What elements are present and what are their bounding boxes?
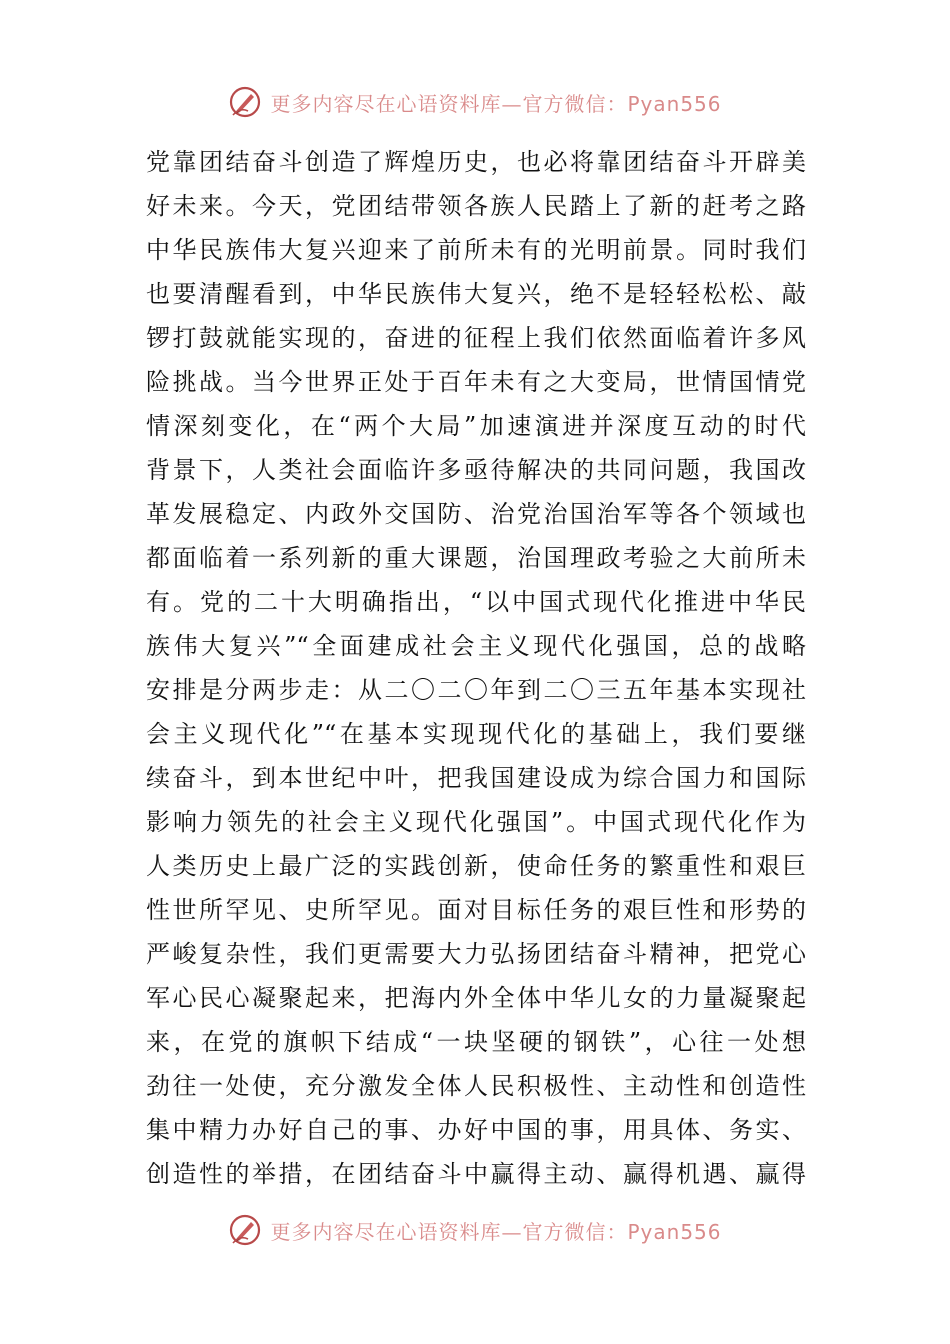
text-line: 族伟大复兴”“全面建成社会主义现代化强国，总的战略 — [146, 632, 806, 660]
text-line: 严峻复杂性，我们更需要大力弘扬团结奋斗精神，把党心 — [146, 940, 806, 968]
text-line: 军心民心凝聚起来，把海内外全体中华儿女的力量凝聚起 — [146, 984, 806, 1012]
text-line: 集中精力办好自己的事、办好中国的事，用具体、务实、 — [146, 1116, 806, 1144]
footer-watermark — [0, 1208, 950, 1252]
text-line: 安排是分两步走：从二〇二〇年到二〇三五年基本实现社 — [146, 676, 806, 704]
text-line: 背景下，人类社会面临许多亟待解决的共同问题，我国改 — [146, 456, 806, 484]
text-line: 续奋斗，到本世纪中叶，把我国建设成为综合国力和国际 — [146, 764, 806, 792]
text-line: 都面临着一系列新的重大课题，治国理政考验之大前所未 — [146, 544, 806, 572]
quill-logo-icon — [228, 85, 262, 119]
text-line: 党靠团结奋斗创造了辉煌历史，也必将靠团结奋斗开辟美 — [146, 148, 806, 176]
text-line: 影响力领先的社会主义现代化强国”。中国式现代化作为 — [146, 808, 806, 836]
text-line: 好未来。今天，党团结带领各族人民踏上了新的赶考之路 — [146, 192, 806, 220]
text-line: 也要清醒看到，中华民族伟大复兴，绝不是轻轻松松、敲 — [146, 280, 806, 308]
text-line: 劲往一处使，充分激发全体人民积极性、主动性和创造性 — [146, 1072, 806, 1100]
header-watermark — [0, 80, 950, 124]
text-line: 锣打鼓就能实现的，奋进的征程上我们依然面临着许多风 — [146, 324, 806, 352]
text-line: 中华民族伟大复兴迎来了前所未有的光明前景。同时我们 — [146, 236, 806, 264]
text-line: 性世所罕见、史所罕见。面对目标任务的艰巨性和形势的 — [146, 896, 806, 924]
text-line: 人类历史上最广泛的实践创新，使命任务的繁重性和艰巨 — [146, 852, 806, 880]
text-line: 创造性的举措，在团结奋斗中赢得主动、赢得机遇、赢得 — [146, 1160, 806, 1188]
watermark-text: 更多内容尽在心语资料库—官方微信：Pyan556 — [270, 1219, 722, 1244]
text-line: 革发展稳定、内政外交国防、治党治国治军等各个领域也 — [146, 500, 806, 528]
text-line: 会主义现代化”“在基本实现现代化的基础上，我们要继 — [146, 720, 806, 748]
text-line: 情深刻变化，在“两个大局”加速演进并深度互动的时代 — [146, 412, 806, 440]
watermark-text: 更多内容尽在心语资料库—官方微信：Pyan556 — [270, 91, 722, 116]
text-line: 来，在党的旗帜下结成“一块坚硬的钢铁”，心往一处想 — [146, 1028, 806, 1056]
text-line: 有。党的二十大明确指出，“以中国式现代化推进中华民 — [146, 588, 806, 616]
quill-logo-icon — [228, 1213, 262, 1247]
text-line: 险挑战。当今世界正处于百年未有之大变局，世情国情党 — [146, 368, 806, 396]
